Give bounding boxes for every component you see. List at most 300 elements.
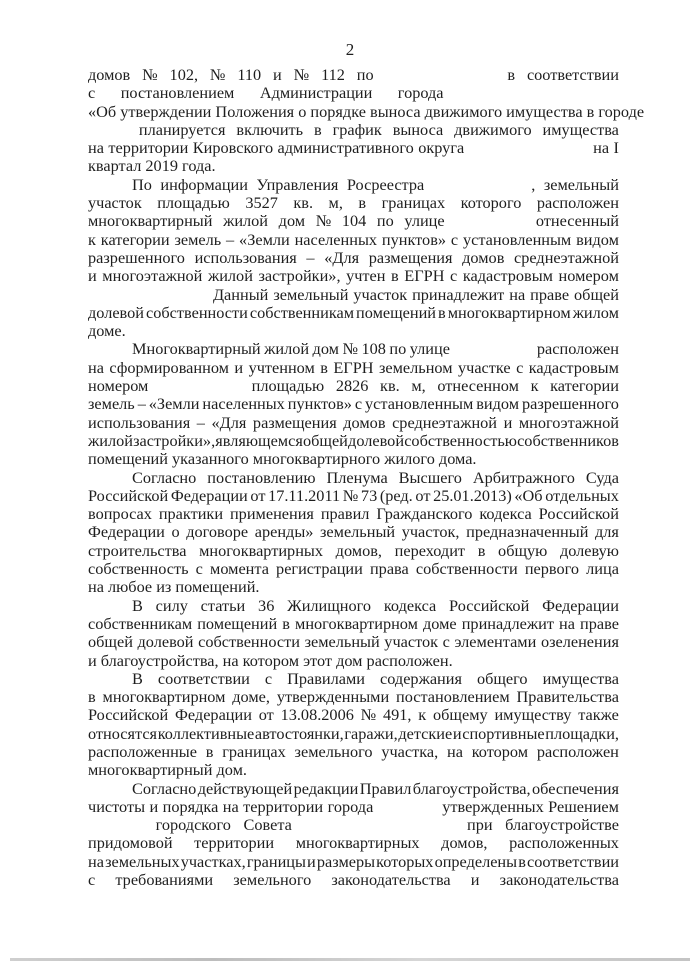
word: многоквартирном <box>295 613 418 633</box>
word: земельный <box>304 632 380 652</box>
word: к <box>530 376 539 396</box>
word: категории <box>100 229 170 249</box>
word: номером <box>558 266 619 286</box>
text-line <box>88 212 619 230</box>
redacted-gap <box>160 377 240 395</box>
text-line <box>88 834 619 852</box>
word: права <box>369 559 409 579</box>
word: Согласно <box>132 778 197 798</box>
redacted-gap <box>88 286 208 304</box>
word: отдельных <box>545 485 619 505</box>
word: кодекса <box>479 504 532 524</box>
word: 2826 <box>335 376 369 396</box>
word: размещения <box>368 247 453 267</box>
word: собственности <box>146 302 248 322</box>
text-line <box>88 450 619 468</box>
redacted-gap <box>433 176 523 194</box>
word: расположен <box>536 741 619 761</box>
word: детские <box>398 723 453 743</box>
word: практики <box>158 504 224 524</box>
word: м, <box>411 376 426 396</box>
word: на любое из помещений. <box>88 577 260 597</box>
text-line <box>88 414 619 432</box>
word: с <box>516 357 524 377</box>
word: общей <box>88 632 133 652</box>
word: и <box>452 723 462 743</box>
word: коллективные <box>157 723 255 743</box>
word: города <box>397 83 444 103</box>
word: многоэтажной <box>102 266 203 286</box>
word: доме. <box>88 321 126 341</box>
word: I <box>613 138 619 158</box>
word: договоре <box>186 522 249 542</box>
word: в <box>518 851 526 871</box>
word: регистрации <box>276 559 363 579</box>
text-line <box>88 359 619 377</box>
word: участок <box>353 284 408 304</box>
word: земельном <box>378 357 453 377</box>
text-line <box>88 633 619 651</box>
word: границах <box>381 193 446 213</box>
text-line <box>88 194 619 212</box>
word: первого <box>524 559 580 579</box>
text-line <box>88 725 619 743</box>
word: на <box>593 138 610 158</box>
word: установленным <box>462 229 572 249</box>
word: элементами <box>454 632 537 652</box>
word: собственникам <box>88 613 193 633</box>
word: участке <box>458 357 511 377</box>
redacted-gap <box>469 139 589 157</box>
word: № <box>209 65 226 84</box>
word: законодательства <box>331 870 451 890</box>
word: в <box>507 65 516 84</box>
word: улице <box>404 211 445 231</box>
word: 102, <box>169 65 199 84</box>
text-line <box>88 743 619 761</box>
word: аренды» <box>254 522 314 542</box>
word: статьи <box>200 595 246 615</box>
text-line <box>88 652 619 670</box>
text-line <box>88 249 619 267</box>
word: «Для <box>324 247 360 267</box>
word: общей <box>574 284 619 304</box>
text-line <box>88 267 619 285</box>
word: По <box>132 174 152 194</box>
word: по <box>389 339 407 359</box>
word: при <box>466 815 493 835</box>
word: и <box>234 357 244 377</box>
word: многоквартирном <box>447 302 571 322</box>
word: график <box>332 119 382 139</box>
word: в <box>438 302 446 322</box>
text-line <box>88 231 619 249</box>
word: среднеэтажной <box>514 247 619 267</box>
word: постановлением <box>120 83 235 103</box>
word: доме <box>423 613 457 633</box>
word: № <box>342 485 359 505</box>
word: земель <box>174 229 222 249</box>
word: № <box>360 705 377 725</box>
word: собственности <box>198 632 300 652</box>
word: в <box>477 540 486 560</box>
word: Российской <box>538 504 619 524</box>
word: участок <box>88 193 142 213</box>
word: домов <box>343 412 386 432</box>
text-line <box>88 101 645 121</box>
word: «Земли <box>148 394 200 414</box>
word: Федерации <box>175 705 252 725</box>
word: действующей <box>197 778 293 798</box>
word: 3527 <box>245 193 278 213</box>
document-body <box>88 65 645 890</box>
redacted-gap <box>455 212 525 230</box>
text-line <box>88 780 619 798</box>
word: административного <box>277 138 414 158</box>
text-line <box>88 304 619 322</box>
word: по <box>376 211 394 231</box>
word: благоустройства, <box>412 778 531 798</box>
word: правил <box>320 504 370 524</box>
word: к <box>418 705 427 725</box>
word: «Об <box>514 485 543 505</box>
word: расположенных <box>509 833 619 853</box>
text-line <box>88 395 619 413</box>
word: с <box>450 229 459 249</box>
word: переходит <box>394 540 466 560</box>
word: площадью <box>251 376 325 396</box>
word: порядка <box>162 796 219 816</box>
word: Федерации <box>88 522 165 542</box>
word: Кировского <box>192 138 274 158</box>
word: ЕГРН <box>333 357 374 377</box>
word: долевой <box>348 430 405 450</box>
word: установленным <box>365 394 474 414</box>
word: В <box>132 668 143 688</box>
text-line <box>88 322 619 340</box>
page-number: 2 <box>345 40 355 59</box>
text-line <box>88 560 619 578</box>
word: номером <box>88 376 149 396</box>
text-line <box>88 487 619 505</box>
word: Совета <box>243 815 292 835</box>
word: многоквартирный дом. <box>88 760 247 780</box>
word: общей <box>302 430 348 450</box>
word: 73 <box>360 485 378 505</box>
word: отнесенный <box>535 211 619 231</box>
word: земельных <box>105 851 180 871</box>
word: озеленения <box>540 632 619 652</box>
word: Высшего <box>398 467 462 487</box>
word: границах <box>222 741 286 761</box>
word: с <box>354 394 363 414</box>
text-line <box>88 523 619 541</box>
word: в <box>358 193 367 213</box>
word: городского <box>155 815 231 835</box>
text-line <box>88 578 619 596</box>
word: и <box>273 65 282 84</box>
word: и <box>149 796 159 816</box>
text-line <box>88 597 619 615</box>
word: которых <box>376 851 434 871</box>
word: улице <box>409 339 450 359</box>
redacted-gap <box>386 66 496 84</box>
word: № <box>342 339 358 359</box>
word: домов, <box>335 540 382 560</box>
word: кв. <box>380 376 400 396</box>
word: видом <box>576 229 619 249</box>
word: требованиями <box>115 870 214 890</box>
word: участок, <box>401 522 460 542</box>
word: дом <box>278 211 306 231</box>
word: выноса <box>392 119 444 139</box>
word: о <box>171 522 180 542</box>
word: помещений <box>197 613 278 633</box>
word: для <box>595 522 619 542</box>
word: с <box>195 559 203 579</box>
word: на <box>559 613 575 633</box>
word: имущества <box>542 668 619 688</box>
word: земельный <box>273 284 349 304</box>
word: собственностью <box>404 430 517 450</box>
word: соответствии <box>526 65 619 84</box>
word: № <box>142 65 158 84</box>
word: котором <box>471 741 529 761</box>
text-line <box>88 816 619 834</box>
text-line <box>88 157 619 175</box>
text-line <box>88 286 619 304</box>
word: помещений <box>356 302 437 322</box>
word: с <box>264 668 273 688</box>
word: законодательства <box>499 870 619 890</box>
word: доме, <box>232 687 270 707</box>
word: от <box>258 705 274 725</box>
word: с <box>450 266 458 286</box>
word: участка, <box>381 741 439 761</box>
word: соответствии <box>157 668 250 688</box>
redacted-gap <box>304 816 454 834</box>
word: момента <box>210 559 269 579</box>
word: , <box>531 174 536 194</box>
word: от <box>415 485 431 505</box>
word: участок <box>384 632 439 652</box>
word: собственникам <box>249 302 355 322</box>
text-line <box>88 853 619 871</box>
word: 108 <box>361 339 386 359</box>
word: которого <box>460 193 522 213</box>
word: и <box>470 870 480 890</box>
word: среднеэтажной <box>392 412 498 432</box>
word: населенных <box>202 394 285 414</box>
word: учтенном <box>248 357 315 377</box>
word: на <box>222 796 239 816</box>
word: территории <box>194 833 275 853</box>
text-line <box>88 505 619 523</box>
word: в <box>314 119 322 139</box>
text-line <box>88 670 619 688</box>
scan-edge-line <box>10 958 690 961</box>
word: домов <box>88 65 131 84</box>
text-line <box>88 84 619 102</box>
word: населенных <box>294 229 378 249</box>
word: жилой <box>223 211 269 231</box>
text-line <box>88 688 619 706</box>
word: собственности <box>415 559 518 579</box>
word: отнесенном <box>437 376 519 396</box>
text-line <box>88 432 619 450</box>
word: площадью <box>157 193 230 213</box>
word: использования <box>194 247 297 267</box>
redacted-gap <box>88 121 128 139</box>
word: долевой <box>88 302 144 322</box>
word: утвержденных <box>442 796 544 816</box>
word: силу <box>155 595 188 615</box>
word: многоквартирных <box>295 833 420 853</box>
text-line <box>88 469 619 487</box>
word: использования <box>88 412 191 432</box>
word: также <box>578 705 619 725</box>
word: являющемся <box>215 430 303 450</box>
word: расположен <box>536 339 619 359</box>
word: редакции <box>293 778 359 798</box>
word: Российской <box>88 705 169 725</box>
word: на <box>446 741 463 761</box>
word: жилой <box>264 339 310 359</box>
word: площадки, <box>545 723 619 743</box>
word: собственников <box>517 430 619 450</box>
word: на <box>88 138 104 158</box>
word: учтен <box>346 266 386 286</box>
word: жилой <box>88 430 133 450</box>
word: застройки», <box>258 266 341 286</box>
word: видом <box>476 394 520 414</box>
word: Пленума <box>326 467 388 487</box>
text-line <box>88 615 619 633</box>
word: принадлежит <box>412 284 505 304</box>
word: многоквартирных <box>199 540 323 560</box>
word: города <box>327 796 374 816</box>
word: общую <box>498 540 548 560</box>
word: и благоустройства, на котором этот дом расположен. <box>88 650 453 670</box>
word: разрешенного <box>521 394 619 414</box>
word: кодекса <box>383 595 437 615</box>
word: размещения <box>252 412 337 432</box>
word: многоквартирный <box>88 211 213 231</box>
word: № <box>315 211 332 231</box>
word: домов <box>462 247 505 267</box>
word: на <box>88 851 104 871</box>
word: общего <box>476 668 528 688</box>
word: праве <box>530 284 570 304</box>
word: – <box>137 394 146 414</box>
word: «Об утверждении Положения о порядке выноса движимого имущества в городе <box>88 101 645 121</box>
word: земельный <box>320 522 396 542</box>
word: расположенные <box>88 741 197 761</box>
word: Правил <box>359 778 412 798</box>
text-line <box>88 176 619 194</box>
word: включить <box>236 119 304 139</box>
text-line <box>88 121 619 139</box>
word: применения <box>229 504 314 524</box>
word: определены <box>434 851 518 871</box>
word: земельный <box>543 174 619 194</box>
word: земельного <box>294 741 373 761</box>
word: движимого <box>454 119 532 139</box>
word: В <box>132 595 143 615</box>
word: – <box>306 247 315 267</box>
word: утвержденными <box>276 687 390 707</box>
word: с <box>88 83 96 103</box>
word: Решением <box>548 796 619 816</box>
word: гаражи, <box>344 723 398 743</box>
word: лица <box>586 559 619 579</box>
word: категории <box>550 376 619 396</box>
word: автостоянки, <box>254 723 344 743</box>
text-line <box>88 798 619 816</box>
word: территории <box>243 796 324 816</box>
word: расположен <box>536 193 619 213</box>
word: спортивные <box>462 723 545 743</box>
redacted-gap <box>378 798 438 816</box>
word: информации <box>160 174 248 194</box>
text-line <box>88 871 619 889</box>
word: (ред. <box>379 485 413 505</box>
text-line <box>88 139 619 157</box>
word: кадастровым <box>528 357 619 377</box>
word: квартал 2019 года. <box>88 156 216 176</box>
word: земель <box>88 394 135 414</box>
text-line <box>88 761 619 779</box>
word: Управления <box>256 174 339 194</box>
word: застройки», <box>133 430 216 450</box>
word: Гражданского <box>376 504 473 524</box>
word: Российской <box>88 485 169 505</box>
word: в <box>282 613 290 633</box>
word: территории <box>108 138 189 158</box>
word: – <box>196 412 205 432</box>
word: Правительства <box>516 687 619 707</box>
word: ЕГРН <box>404 266 445 286</box>
word: общему <box>433 705 488 725</box>
word: Федерации <box>542 595 619 615</box>
word: Согласно <box>132 467 197 487</box>
word: благоустройстве <box>505 815 619 835</box>
word: многоквартирном <box>102 687 226 707</box>
word: имущества <box>542 119 619 139</box>
word: Росреестра <box>346 174 425 194</box>
word: придомовой <box>88 833 173 853</box>
word: в <box>320 357 328 377</box>
word: имуществу <box>494 705 572 725</box>
word: и <box>503 412 513 432</box>
word: 112 <box>321 65 345 84</box>
text-line <box>88 542 619 560</box>
word: содержания <box>380 668 462 688</box>
word: пунктов» <box>287 394 352 414</box>
word: Суда <box>585 467 619 487</box>
word: на <box>88 357 104 377</box>
word: 17.11.2011 <box>268 485 341 505</box>
word: «Земли <box>239 229 290 249</box>
word: пунктов» <box>381 229 447 249</box>
word: многоэтажной <box>518 412 619 432</box>
redacted-gap <box>88 816 143 834</box>
word: обеспечения <box>532 778 619 798</box>
redacted-gap <box>453 340 533 358</box>
text-line <box>88 340 619 358</box>
word: на <box>509 284 526 304</box>
word: и <box>307 851 316 871</box>
